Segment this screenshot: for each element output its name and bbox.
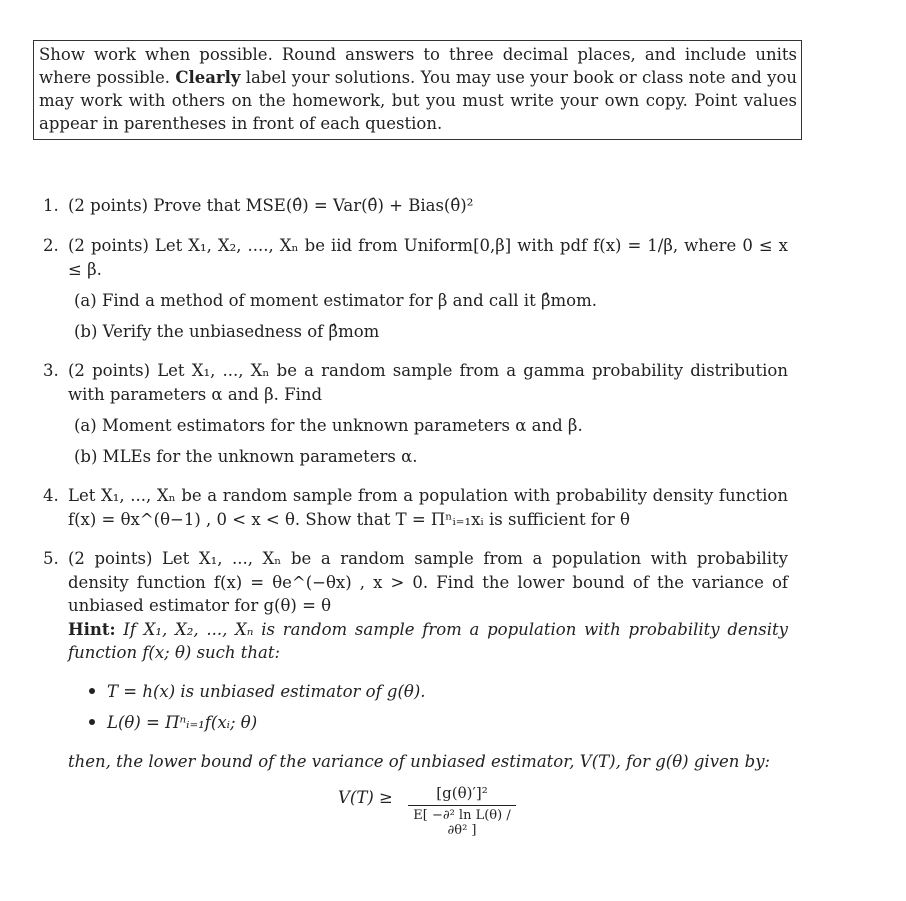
instructions-text-1: Show work when possible. Round answers to three decimal places, and include units where possible.	[39, 45, 797, 87]
question-number: 3.	[43, 361, 59, 380]
formula-numerator: [g(θ)′]²	[408, 784, 516, 806]
question-2a: (a) Find a method of moment estimator for β and call it β̂mom.	[74, 291, 597, 310]
question-3	[43, 359, 788, 406]
question-text: (2 points) Let X₁, X₂, ...., Xₙ be iid from Uniform[0,β] with pdf f(x) = 1/β, where 0 ≤ x ≤ β.	[68, 236, 788, 279]
question-3a: (a) Moment estimators for the unknown parameters α and β.	[74, 416, 583, 435]
hint-conclusion	[43, 750, 788, 774]
formula-fraction	[408, 784, 516, 838]
formula-lhs: V(T) ≥	[338, 788, 393, 807]
hint-text: If X₁, X₂, ..., Xₙ is random sample from a population with probability density function f(x; θ) such that:	[68, 619, 788, 662]
hint-bullet-1	[89, 680, 426, 703]
question-number: 5.	[43, 549, 59, 568]
bullet-text: T = h(x) is unbiased estimator of g(θ).	[107, 682, 426, 701]
hint-bullet-2	[89, 711, 257, 734]
question-4	[43, 484, 788, 531]
question-5	[43, 547, 788, 665]
question-3b: (b) MLEs for the unknown parameters α.	[74, 447, 418, 466]
instructions-bold: Clearly	[175, 68, 241, 87]
instructions-box	[33, 40, 802, 140]
bullet-text: L(θ) = Πⁿᵢ₌₁f(xᵢ; θ)	[107, 713, 258, 732]
question-number: 2.	[43, 236, 59, 255]
question-text: (2 points) Let X₁, ..., Xₙ be a random sample from a gamma probability distribution with parameters α and β. Find	[68, 361, 788, 404]
formula-denominator: E[ −∂² ln L(θ) / ∂θ² ]	[413, 808, 511, 838]
question-5-text: (2 points) Let X₁, ..., Xₙ be a random sample from a population with probability density function f(x) = θe^(−θx) , x > 0. Find the lower bound of the variance of unbiased estimator for g(θ) = θ	[68, 549, 788, 615]
question-number: 1.	[43, 196, 59, 215]
instructions-text-2: label your solutions. You may use your book or class note and you may work with others on the homework, but you must write your own copy. Point values appear in parentheses in front of each question.	[39, 68, 798, 133]
hint-conclusion-text: then, the lower bound of the variance of unbiased estimator, V(T), for g(θ) given by:	[68, 752, 771, 771]
hint-label: Hint:	[68, 619, 116, 639]
question-2b: (b) Verify the unbiasedness of β̂mom	[74, 322, 380, 341]
question-2	[43, 234, 788, 281]
question-number: 4.	[43, 486, 59, 505]
question-text: Let X₁, ..., Xₙ be a random sample from a population with probability density function f(x) = θx^(θ−1) , 0 < x < θ. Show that T = Πⁿᵢ₌₁xᵢ is sufficient for θ	[68, 486, 788, 529]
bullet-icon	[89, 688, 95, 694]
bullet-icon	[89, 719, 95, 725]
question-1	[43, 194, 788, 218]
question-text: (2 points) Prove that MSE(θ̂) = Var(θ̂) + Bias(θ̂)²	[68, 196, 474, 215]
question-text	[68, 547, 788, 665]
